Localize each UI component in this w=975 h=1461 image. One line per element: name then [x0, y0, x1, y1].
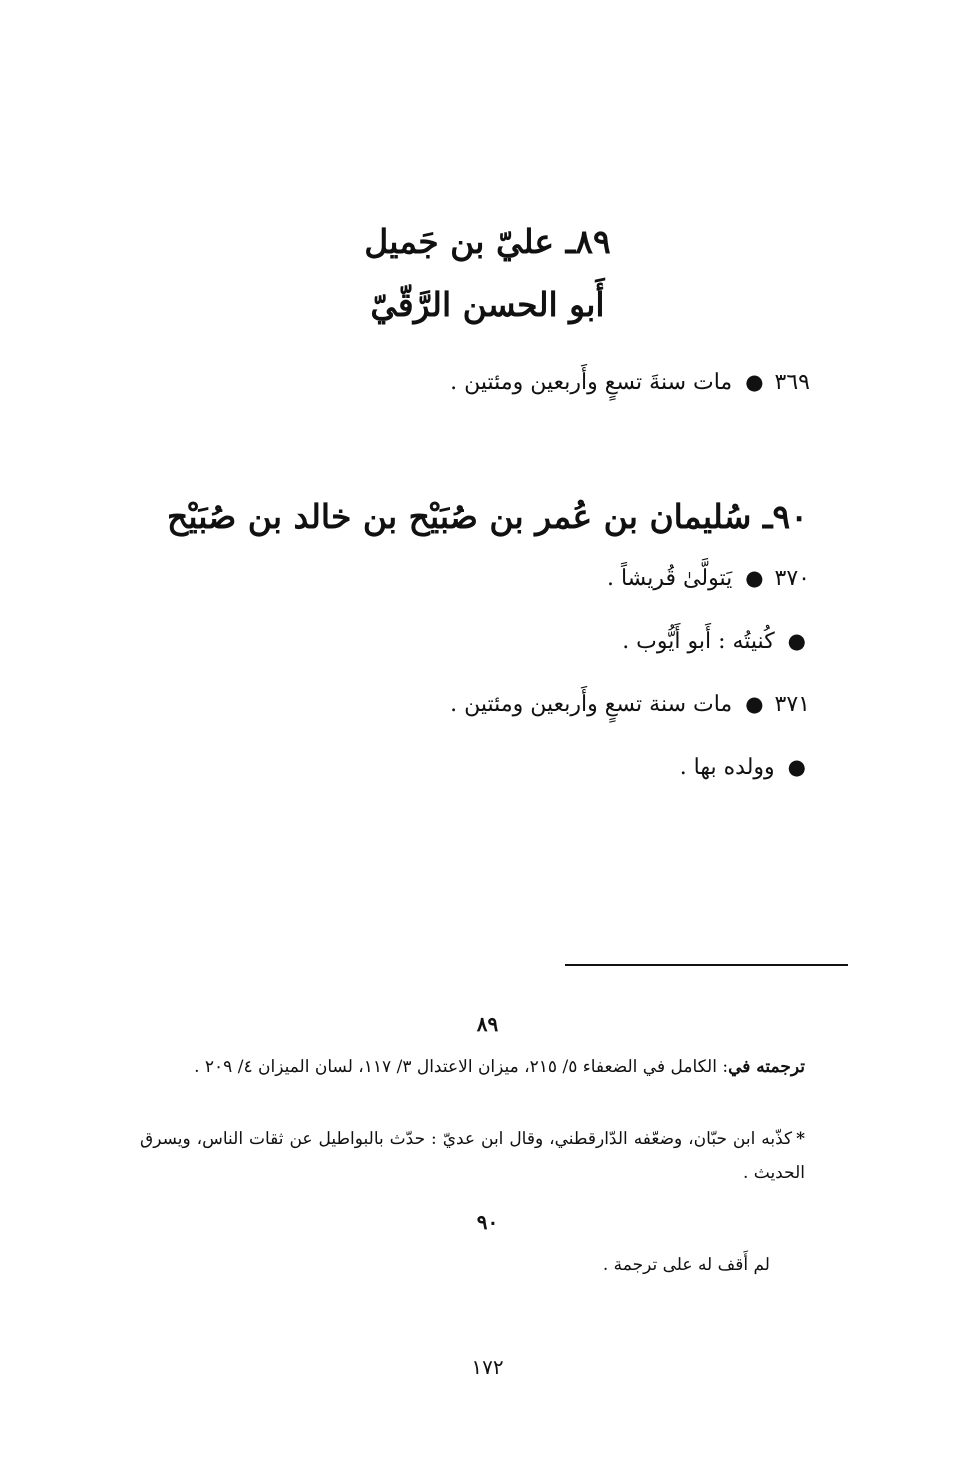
footnote-text: : الكامل في الضعفاء ٥/ ٢١٥، ميزان الاعتدال ٣/ ١١٧، لسان الميزان ٤/ ٢٠٩ . [194, 1057, 729, 1077]
footnote-paragraph [140, 1050, 805, 1084]
bullet-icon: ● [787, 755, 806, 779]
item-text: مات سنة تسعٍ وأَربعين ومئتين . [450, 692, 733, 717]
footnote-text: كذّبه ابن حبّان، وضعّفه الدّارقطني، وقال ابن عديّ : حدّث بالبواطيل عن ثقات الناس، ويسرق الحديث . [140, 1129, 805, 1183]
list-item [680, 755, 810, 780]
list-item [622, 629, 810, 654]
item-text: يَتولَّىٰ قُريشاً . [606, 566, 733, 591]
entry-89-kunya: أَبو الحسن الرَّقّيّ [370, 285, 605, 324]
list-item [450, 370, 810, 395]
asterisk-icon: * [796, 1129, 805, 1149]
footnote-text: لم أَقف له على ترجمة . [602, 1255, 770, 1275]
footnote-divider [565, 964, 848, 966]
bullet-icon: ● [787, 629, 806, 653]
item-text: وولده بها . [679, 755, 775, 780]
bullet-icon: ● [745, 370, 764, 394]
bullet-icon: ● [745, 692, 764, 716]
item-number: ٣٧٠ [774, 566, 810, 591]
entry-90-heading: ٩٠ـ سُليمان بن عُمر بن صُبَيْح بن خالد بن صُبَيْح [167, 497, 808, 536]
list-item [607, 566, 810, 591]
footnote-number: ٨٩ [476, 1012, 499, 1036]
footnote-paragraph [140, 1122, 805, 1190]
item-number: ٣٦٩ [774, 370, 810, 395]
footnote-number: ٩٠ [476, 1210, 499, 1234]
page-number: ١٧٢ [471, 1355, 504, 1379]
bullet-icon: ● [745, 566, 764, 590]
item-text: مات سنةَ تسعٍ وأَربعين ومئتين . [450, 370, 733, 395]
footnote-paragraph [140, 1248, 770, 1282]
item-text: كُنيتُه : أَبو أَيُّوب . [622, 629, 775, 654]
footnote-lead: ترجمته في [728, 1057, 805, 1077]
item-number: ٣٧١ [774, 692, 810, 717]
list-item [450, 692, 810, 717]
entry-89-heading: ٨٩ـ عليّ بن جَميل [364, 222, 611, 261]
